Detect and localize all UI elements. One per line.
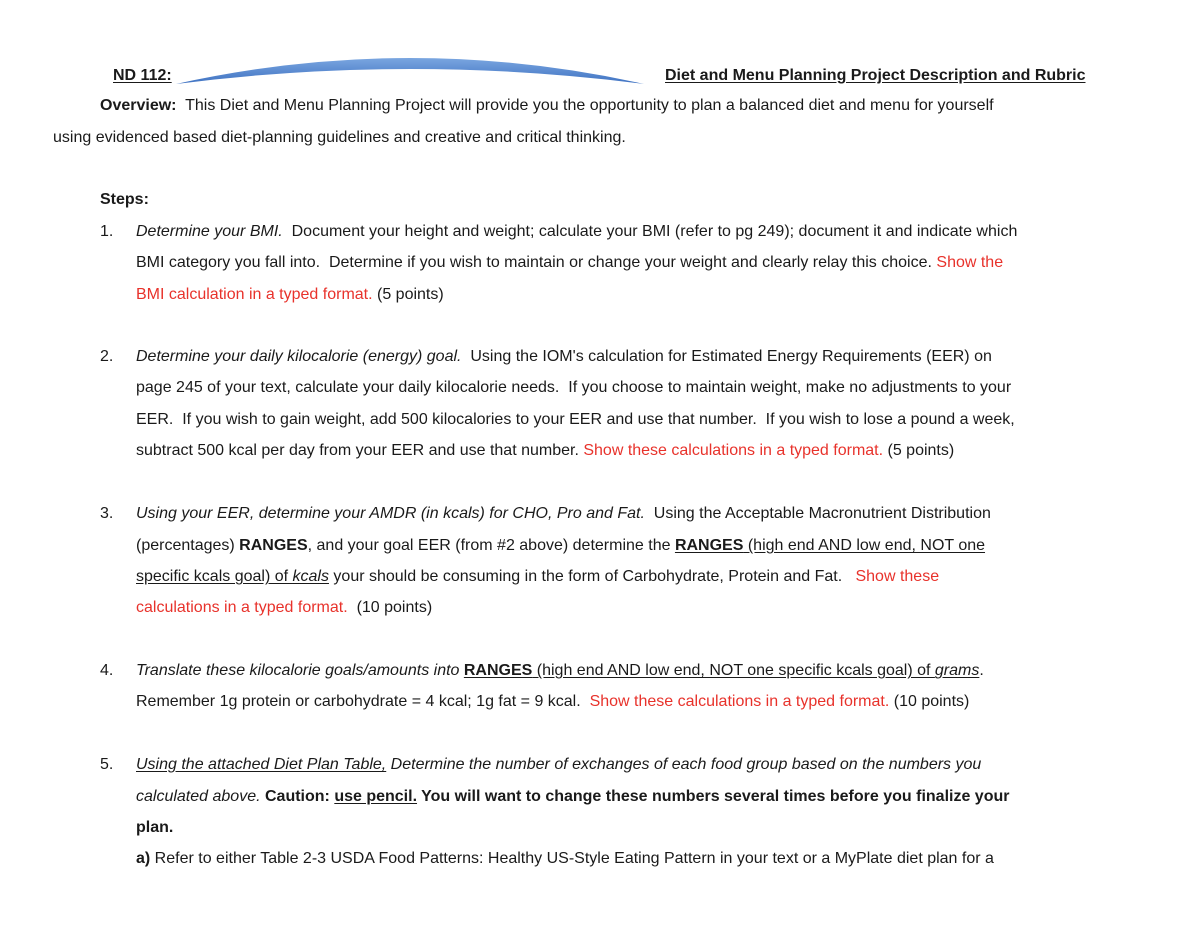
ranges-bold-underlined: RANGES bbox=[674, 537, 744, 554]
sub-item-a-label: a) bbox=[136, 850, 151, 867]
step-3-text-2a: (percentages) bbox=[136, 537, 240, 554]
step-2-text: Using the IOM's calculation for Estimated Energy Requirements (EER) on bbox=[461, 348, 992, 365]
step-4-line-1 bbox=[136, 661, 984, 681]
step-3-line-3 bbox=[136, 567, 939, 587]
step-3-underlined-text-2: specific kcals goal) of bbox=[136, 568, 293, 585]
step-3-number: 3. bbox=[100, 505, 114, 522]
ranges-bold: RANGES bbox=[239, 537, 308, 554]
overview-line-1 bbox=[100, 96, 994, 116]
step-3-underlined-text: (high end AND low end, NOT one bbox=[743, 537, 986, 554]
document-title: Diet and Menu Planning Project Description and Rubric bbox=[665, 67, 1086, 84]
step-5-number: 5. bbox=[100, 756, 114, 773]
step-1-text: Document your height and weight; calculate your BMI (refer to pg 249); document it and indicate which bbox=[282, 223, 1018, 240]
step-2-points: (5 points) bbox=[883, 442, 955, 459]
step-1-title: Determine your BMI. bbox=[136, 223, 283, 240]
blue-arc-shape bbox=[170, 44, 650, 96]
step-4-red-note: Show these calculations in a typed format. bbox=[589, 693, 890, 710]
course-code: ND 112: bbox=[113, 67, 172, 84]
step-2-line-1 bbox=[136, 347, 992, 367]
step-3-line-4 bbox=[136, 598, 432, 618]
step-3-text-3: your should be consuming in the form of Carbohydrate, Protein and Fat. bbox=[328, 568, 856, 585]
step-2-title: Determine your daily kilocalorie (energy) goal. bbox=[136, 348, 462, 365]
step-2-text-4: subtract 500 kcal per day from your EER and use that number. bbox=[136, 442, 584, 459]
step-4-number: 4. bbox=[100, 662, 114, 679]
overview-label: Overview: bbox=[100, 97, 177, 114]
grams-italic-underlined: grams bbox=[934, 662, 980, 679]
ranges-bold-underlined-2: RANGES bbox=[463, 662, 533, 679]
step-3-red-note: Show these bbox=[855, 568, 940, 585]
kcals-italic-underlined: kcals bbox=[292, 568, 329, 585]
step-3-line-2 bbox=[136, 536, 985, 556]
step-2-number: 2. bbox=[100, 348, 114, 365]
step-3-red-note-2: calculations in a typed format. bbox=[136, 599, 348, 616]
step-4-line-2 bbox=[136, 692, 969, 712]
sub-item-a-text: Refer to either Table 2-3 USDA Food Patterns: Healthy US-Style Eating Pattern in your text or a MyPlate diet plan for a bbox=[150, 850, 994, 867]
steps-heading: Steps: bbox=[100, 191, 149, 208]
step-3-line-1 bbox=[136, 504, 991, 524]
step-4-underlined-text: (high end AND low end, NOT one specific kcals goal) of bbox=[532, 662, 935, 679]
step-1-text-2: BMI category you fall into. Determine if you wish to maintain or change your weight and clearly relay this choice. bbox=[136, 254, 937, 271]
step-5-line-3: plan. bbox=[136, 819, 174, 836]
step-1-number: 1. bbox=[100, 223, 114, 240]
step-5-line-4 bbox=[136, 849, 994, 869]
step-1-red-note-2: BMI calculation in a typed format. bbox=[136, 286, 373, 303]
step-5-text-2: calculated above. bbox=[136, 788, 265, 805]
step-5-bold-text: You will want to change these numbers several times before you finalize your bbox=[417, 788, 1010, 805]
step-2-red-note: Show these calculations in a typed format. bbox=[583, 442, 884, 459]
step-4-title: Translate these kilocalorie goals/amounts into bbox=[136, 662, 464, 679]
step-2-line-2: page 245 of your text, calculate your daily kilocalorie needs. If you choose to maintain weight, make no adjustments to your bbox=[136, 379, 1012, 396]
caution-label: Caution: bbox=[264, 788, 335, 805]
step-3-text: Using the Acceptable Macronutrient Distribution bbox=[644, 505, 991, 522]
step-1-line-2 bbox=[136, 253, 1003, 273]
step-4-text-2: Remember 1g protein or carbohydrate = 4 kcal; 1g fat = 9 kcal. bbox=[136, 693, 590, 710]
overview-text-1: This Diet and Menu Planning Project will provide you the opportunity to plan a balanced diet and menu for yourself bbox=[176, 97, 994, 114]
step-2-line-3: EER. If you wish to gain weight, add 500 kilocalories to your EER and use that number. If you wish to lose a pound a week, bbox=[136, 411, 1015, 428]
step-5-line-2 bbox=[136, 787, 1009, 807]
step-5-text: Determine the number of exchanges of each food group based on the numbers you bbox=[386, 756, 982, 773]
step-1-points: (5 points) bbox=[372, 286, 444, 303]
step-4-period: . bbox=[979, 662, 984, 679]
step-1-line-1 bbox=[136, 222, 1017, 242]
step-3-text-2c: , and your goal EER (from #2 above) determine the bbox=[307, 537, 675, 554]
step-4-points: (10 points) bbox=[889, 693, 970, 710]
diet-plan-table-reference: Using the attached Diet Plan Table, bbox=[136, 756, 387, 773]
step-1-red-note: Show the bbox=[936, 254, 1004, 271]
overview-line-2: using evidenced based diet-planning guidelines and creative and critical thinking. bbox=[53, 129, 626, 146]
step-1-line-3 bbox=[136, 285, 444, 305]
step-3-points: (10 points) bbox=[347, 599, 433, 616]
use-pencil-note: use pencil. bbox=[334, 788, 418, 805]
step-3-title: Using your EER, determine your AMDR (in kcals) for CHO, Pro and Fat. bbox=[136, 505, 645, 522]
step-5-line-1 bbox=[136, 755, 981, 775]
step-2-line-4 bbox=[136, 441, 954, 461]
